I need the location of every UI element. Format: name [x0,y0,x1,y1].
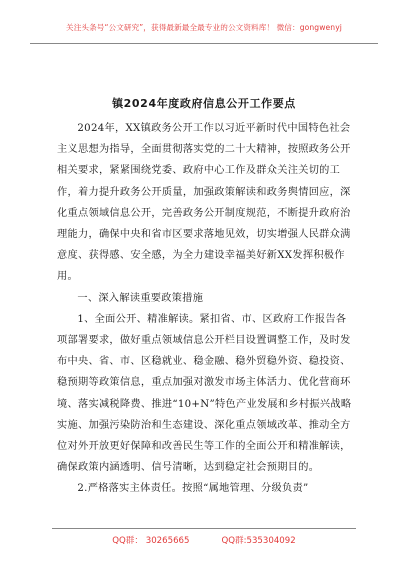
item-paragraph-2: 2.严格落实主体责任。按照“属地管理、分级负责” [77,483,309,495]
document-body [57,118,353,500]
footer-qq-group: QQ群： 30265665 [112,536,190,546]
footer-divider [52,528,356,529]
footer [0,534,408,546]
section-heading: 一、深入解读重要政策措施 [77,292,204,304]
intro-paragraph: 2024年，XX镇政务公开工作以习近平新时代中国特色社会主义思想为指导，全面贯彻落实党的二十大精神，按照政务公开相关要求，紧紧围绕党委、政府中心工作及群众关注关切的工作，着力提升政务公开质量，加强政策解读和政务舆情回应，深化重点领域信息公开，完善政务公开制度规范，不断提升政府治理能力，确保中央和省市区要求落地见效，切实增强人民群众满意度、获得感、安全感，为全力建设幸福美好新XX发挥积极作用。 [57,123,351,283]
document-title: 镇2024年度政府信息公开工作要点 [112,97,296,110]
header-divider [30,43,378,44]
item-paragraph-1: 1、全面公开、精准解读。紧扣省、市、区政府工作报告各项部署要求，做好重点领域信息公开栏目设置调整工作，及时发布中央、省、市、区稳就业、稳金融、稳外贸稳外资、稳投资、稳预期等政策信息，重点加强对激发市场主体活力、优化营商环境、落实减税降费、推进“10+N”特色产业发展和乡村振兴战略实施、加强污染防治和生态建设、深化重点领域改革、推动全方位对外开放更好保障和改善民生等工作的全面公开和精准解读，确保政策内涵透明、信号清晰，达到稳定社会预期目的。 [57,313,352,474]
footer-qq-group-alt: QQ群:535304092 [221,536,296,546]
header-banner: 关注头条号“公文研究”，获得最新最全最专业的公文资料库！ 微信：gongwenyj [66,23,342,32]
